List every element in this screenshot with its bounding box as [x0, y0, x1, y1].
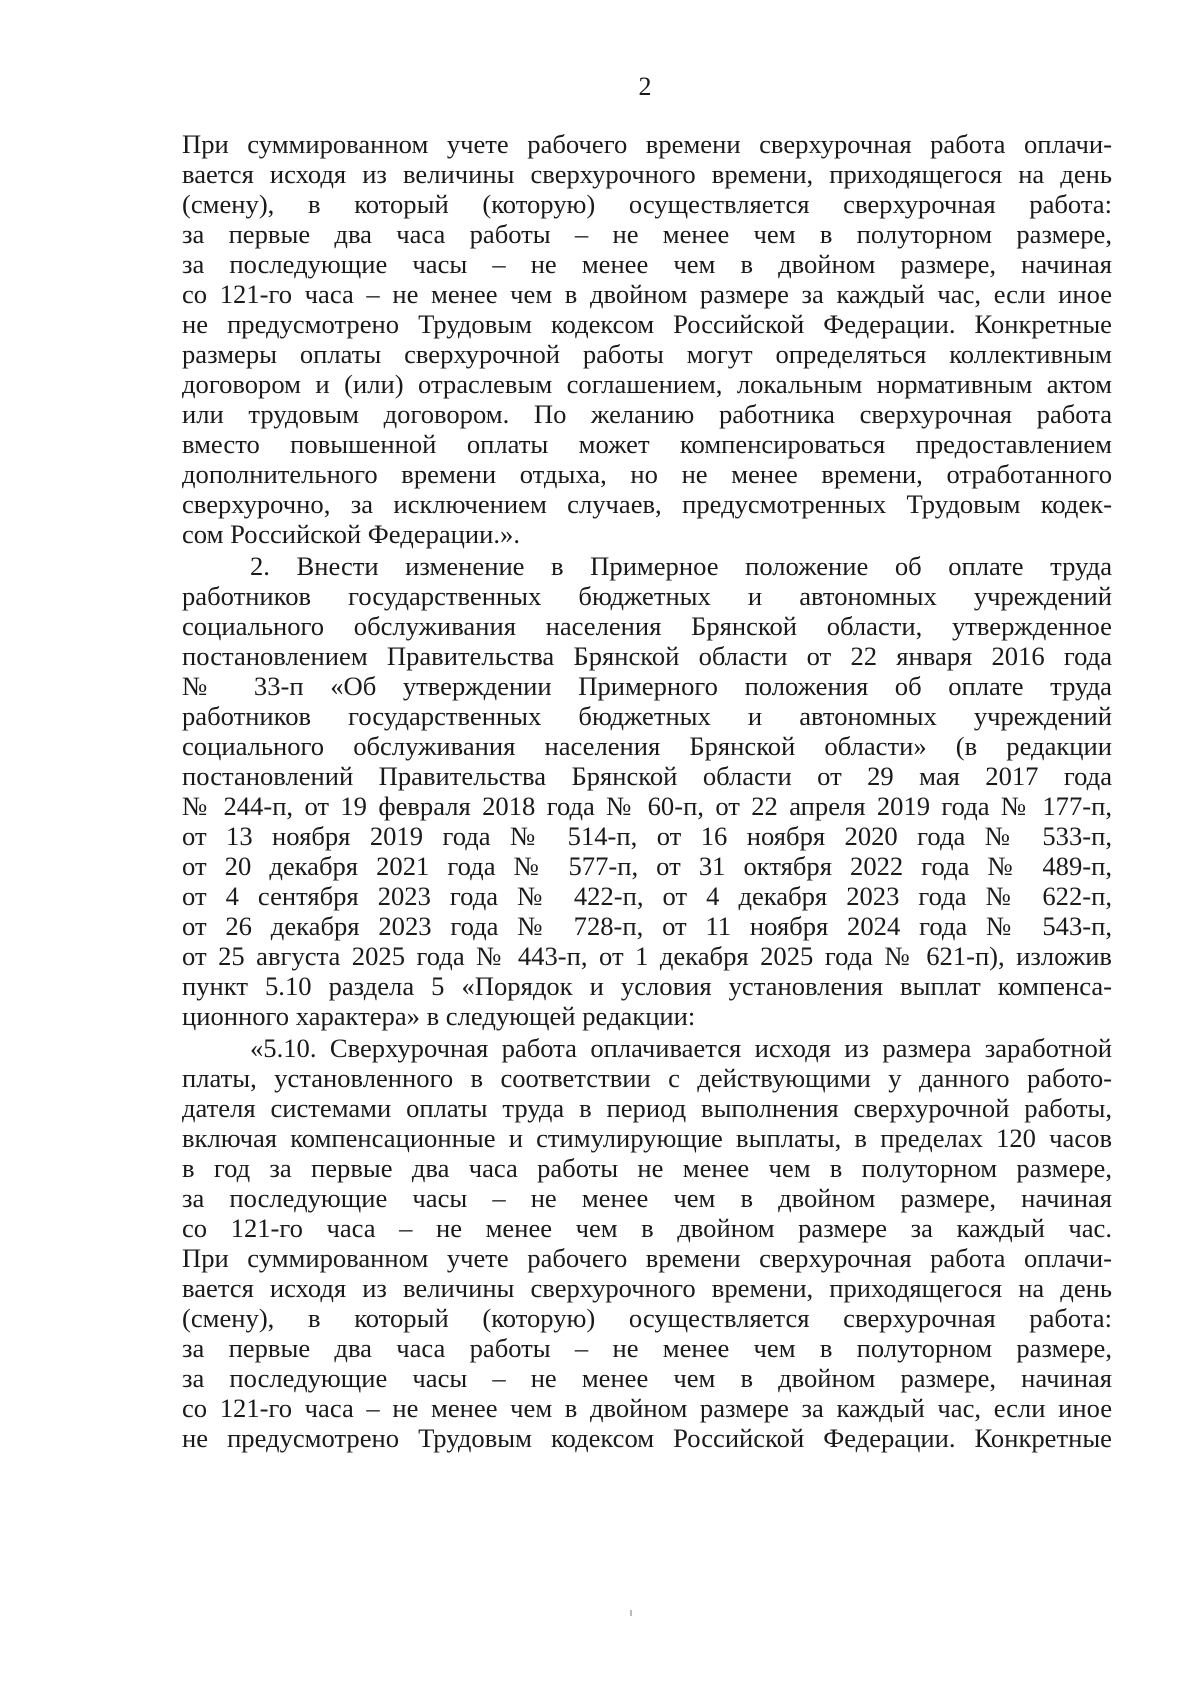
text-line: договором и (или) отраслевым соглашением, локальным нормативным актом — [182, 369, 1112, 399]
page-number: 2 — [638, 72, 652, 101]
text-line: со 121-го часа – не менее чем в двойном размере за каждый час, если иное — [182, 1393, 1112, 1423]
text-line: дателя системами оплаты труда в период выполнения сверхурочной работы, — [182, 1093, 1112, 1123]
text-line: размеры оплаты сверхурочной работы могут определяться коллективным — [182, 339, 1112, 369]
text-line: от 26 декабря 2023 года № 728-п, от 11 ноября 2024 года № 543-п, — [182, 911, 1112, 941]
text-line: за последующие часы – не менее чем в двойном размере, начиная — [182, 1183, 1112, 1213]
text-line: от 20 декабря 2021 года № 577-п, от 31 октября 2022 года № 489-п, — [182, 851, 1112, 881]
text-line: со 121-го часа – не менее чем в двойном размере за каждый час. — [182, 1213, 1112, 1243]
text-line: включая компенсационные и стимулирующие выплаты, в пределах 120 часов — [182, 1123, 1112, 1153]
text-line: вается исходя из величины сверхурочного времени, приходящегося на день — [182, 159, 1112, 189]
text-line: сом Российской Федерации.». — [182, 519, 520, 549]
text-line: № 244-п, от 19 февраля 2018 года № 60-п, от 22 апреля 2019 года № 177-п, — [182, 791, 1112, 821]
text-line: постановлением Правительства Брянской области от 22 января 2016 года — [182, 641, 1112, 671]
text-line: от 25 августа 2025 года № 443-п, от 1 декабря 2025 года № 621-п), изложив — [182, 941, 1112, 971]
text-line: пункт 5.10 раздела 5 «Порядок и условия установления выплат компенса- — [182, 971, 1112, 1001]
text-line: от 4 сентября 2023 года № 422-п, от 4 декабря 2023 года № 622-п, — [182, 881, 1112, 911]
text-line: социального обслуживания населения Брянской области, утвержденное — [182, 611, 1112, 641]
text-line: (смену), в который (которую) осуществляется сверхурочная работа: — [182, 189, 1112, 219]
text-line: от 13 ноября 2019 года № 514-п, от 16 ноября 2020 года № 533-п, — [182, 821, 1112, 851]
text-line: При суммированном учете рабочего времени сверхурочная работа оплачи- — [182, 129, 1112, 159]
text-line: за первые два часа работы – не менее чем в полуторном размере, — [182, 1333, 1112, 1363]
text-line: социального обслуживания населения Брянской области» (в редакции — [182, 731, 1112, 761]
text-line: со 121-го часа – не менее чем в двойном размере за каждый час, если иное — [182, 279, 1112, 309]
text-line: в год за первые два часа работы не менее чем в полуторном размере, — [182, 1153, 1112, 1183]
text-line: за последующие часы – не менее чем в двойном размере, начиная — [182, 249, 1112, 279]
text-line: за последующие часы – не менее чем в двойном размере, начиная — [182, 1363, 1112, 1393]
paragraph-start-line: «5.10. Сверхурочная работа оплачивается исходя из размера заработной — [250, 1033, 1112, 1063]
text-line: сверхурочно, за исключением случаев, предусмотренных Трудовым кодек- — [182, 489, 1112, 519]
text-line: или трудовым договором. По желанию работника сверхурочная работа — [182, 399, 1112, 429]
text-line: работников государственных бюджетных и автономных учреждений — [182, 701, 1112, 731]
text-line: постановлений Правительства Брянской области от 29 мая 2017 года — [182, 761, 1112, 791]
text-line: вается исходя из величины сверхурочного времени, приходящегося на день — [182, 1273, 1112, 1303]
text-line: платы, установленного в соответствии с действующими у данного работо- — [182, 1063, 1112, 1093]
text-line: дополнительного времени отдыха, но не менее времени, отработанного — [182, 459, 1112, 489]
text-line: за первые два часа работы – не менее чем в полуторном размере, — [182, 219, 1112, 249]
scan-speck — [630, 1610, 632, 1616]
text-line: При суммированном учете рабочего времени сверхурочная работа оплачи- — [182, 1243, 1112, 1273]
text-line: работников государственных бюджетных и автономных учреждений — [182, 581, 1112, 611]
text-line: вместо повышенной оплаты может компенсироваться предоставлением — [182, 429, 1112, 459]
text-line: не предусмотрено Трудовым кодексом Российской Федерации. Конкретные — [182, 309, 1112, 339]
paragraph-start-line: 2. Внести изменение в Примерное положение об оплате труда — [250, 551, 1112, 581]
text-line: (смену), в который (которую) осуществляется сверхурочная работа: — [182, 1303, 1112, 1333]
text-line: № 33-п «Об утверждении Примерного положения об оплате труда — [182, 671, 1112, 701]
text-line: ционного характера» в следующей редакции: — [182, 1001, 696, 1031]
text-line: не предусмотрено Трудовым кодексом Российской Федерации. Конкретные — [182, 1423, 1112, 1453]
